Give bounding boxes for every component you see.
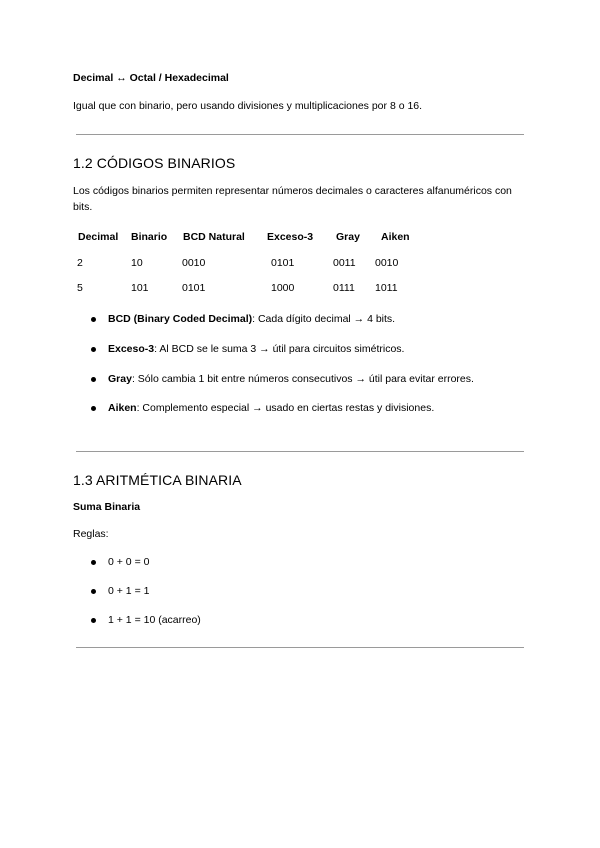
rule-text: 1 + 1 = 10 (acarreo)	[108, 614, 201, 626]
bullet-icon	[91, 560, 96, 565]
bullet-icon	[91, 347, 96, 352]
table-cell: 0101	[271, 257, 295, 269]
bullet-icon	[91, 618, 96, 623]
rules-label: Reglas:	[73, 528, 109, 540]
subsection-heading-conversion: Decimal ↔ Octal / Hexadecimal	[73, 72, 229, 84]
table-cell: 1000	[271, 282, 295, 294]
table-cell: 0011	[333, 257, 356, 269]
section-title-arithmetic: 1.3 ARITMÉTICA BINARIA	[73, 472, 242, 488]
table-cell: 0101	[182, 282, 206, 294]
bullet-term: Aiken	[108, 402, 137, 414]
bullet-icon	[91, 589, 96, 594]
bullet-text: : Sólo cambia 1 bit entre números consecutivos → útil para evitar errores.	[131, 373, 474, 385]
table-header-cell: BCD Natural	[183, 231, 245, 243]
bullet-text: : Cada dígito decimal → 4 bits.	[252, 313, 396, 325]
codes-intro: Los códigos binarios permiten representar números decimales o caracteres alfanuméricos con bits.	[73, 185, 512, 213]
table-header-cell: Exceso-3	[267, 231, 314, 243]
table-cell: 2	[77, 257, 83, 269]
table-header-cell: Gray	[336, 231, 360, 243]
rule-text: 0 + 1 = 1	[108, 585, 150, 597]
subsection-heading-sum: Suma Binaria	[73, 501, 141, 513]
bullet-icon	[91, 406, 96, 411]
table-header-cell: Decimal	[78, 231, 119, 243]
conversion-text: Igual que con binario, pero usando divisiones y multiplicaciones por 8 o 16.	[73, 100, 423, 112]
bullet-icon	[91, 377, 96, 382]
divider	[76, 647, 524, 648]
section-title-codes: 1.2 CÓDIGOS BINARIOS	[73, 155, 236, 171]
bullet-text: : Al BCD se le suma 3 → útil para circuitos simétricos.	[154, 343, 405, 355]
table-cell: 0111	[333, 282, 355, 294]
bullet-text: : Complemento especial → usado en ciertas restas y divisiones.	[136, 402, 435, 414]
bullet-term: Gray	[108, 373, 132, 385]
table-cell: 1011	[375, 282, 398, 294]
table-cell: 10	[131, 257, 143, 269]
table-cell: 101	[131, 282, 149, 294]
table-cell: 0010	[375, 257, 399, 269]
bullet-icon	[91, 317, 96, 322]
bullet-term: Exceso-3	[108, 343, 155, 355]
bullet-term: BCD (Binary Coded Decimal)	[108, 313, 253, 325]
divider	[76, 134, 524, 135]
table-cell: 5	[77, 282, 83, 294]
rule-text: 0 + 0 = 0	[108, 556, 150, 568]
divider	[76, 451, 524, 452]
table-cell: 0010	[182, 257, 206, 269]
table-header-cell: Aiken	[381, 231, 410, 243]
table-header-cell: Binario	[131, 231, 168, 243]
